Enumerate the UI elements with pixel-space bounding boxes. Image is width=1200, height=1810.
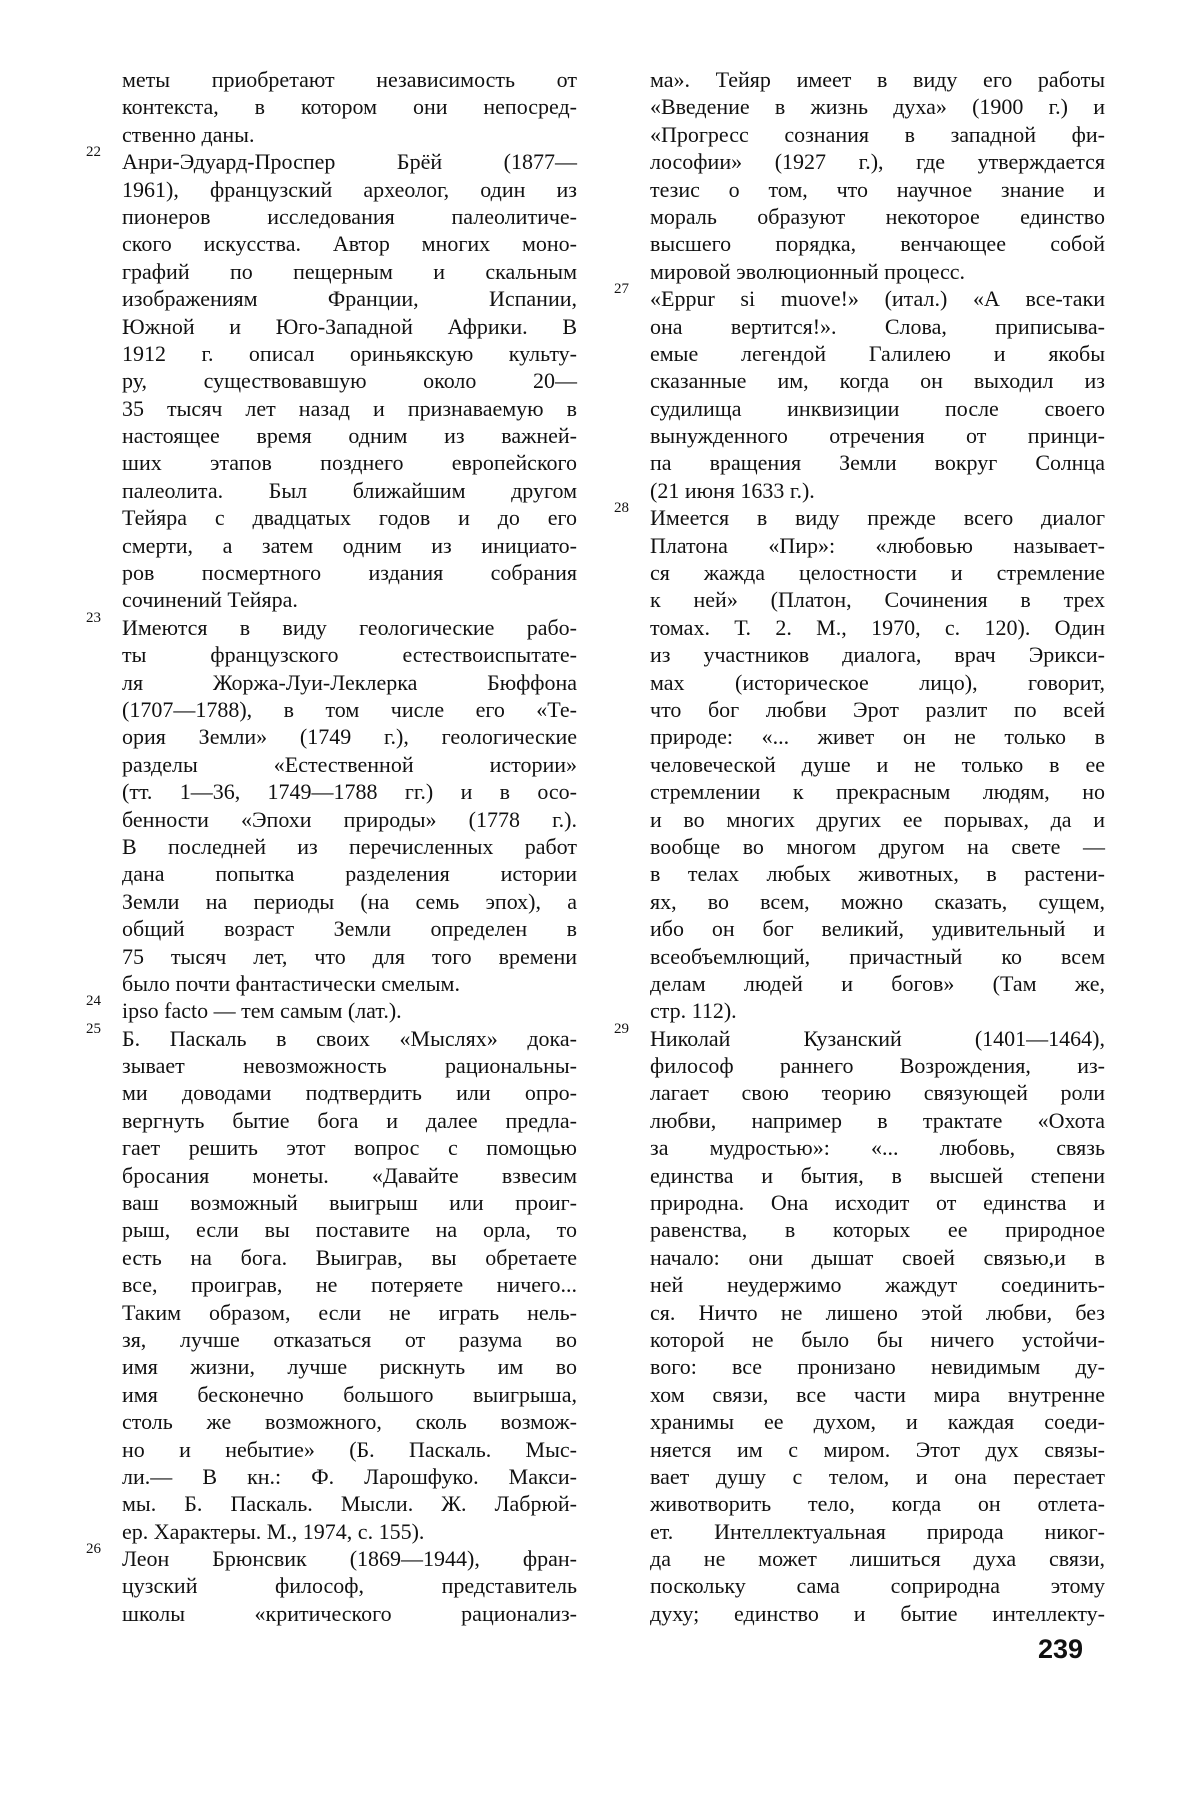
- text-line: [650, 1107, 1105, 1134]
- line-text: вынужденного отречения от принци-: [650, 423, 1105, 449]
- footnote-number: 27: [614, 281, 629, 298]
- text-line: [122, 121, 577, 148]
- line-text: общий возраст Земли определен в: [122, 916, 577, 942]
- text-line: [650, 669, 1105, 696]
- line-text: природна. Она исходит от единства и: [650, 1190, 1105, 1216]
- line-text: лагает свою теорию связующей роли: [650, 1080, 1105, 1106]
- line-text: зывает невозможность рациональны-: [122, 1053, 577, 1079]
- text-line: [122, 1463, 577, 1490]
- text-line: [122, 696, 577, 723]
- text-line: [122, 230, 577, 257]
- line-text: мах (историческое лицо), говорит,: [650, 669, 1105, 695]
- line-text: пионеров исследования палеолитиче-: [122, 203, 577, 229]
- text-line: [122, 313, 577, 340]
- line-text: ру, существовавшую около 20—: [122, 368, 577, 394]
- left-column: [86, 66, 577, 1627]
- line-text: из участников диалога, врач Эрикси-: [650, 642, 1105, 668]
- line-text: Имеется в виду прежде всего диалог: [650, 505, 1105, 531]
- line-text: природе: «... живет он не только в: [650, 724, 1105, 750]
- line-text: человеческой душе и не только в ее: [650, 751, 1105, 777]
- line-text: стр. 112).: [650, 998, 737, 1024]
- line-text: Б. Паскаль в своих «Мыслях» дока-: [122, 1025, 577, 1051]
- text-line: [122, 833, 577, 860]
- text-line: [650, 532, 1105, 559]
- text-line: [122, 1436, 577, 1463]
- line-text: за мудростью»: «... любовь, связь: [650, 1135, 1105, 1161]
- footnote-number: 24: [86, 993, 101, 1010]
- text-line: [122, 970, 577, 997]
- line-text: ся жажда целостности и стремление: [650, 560, 1105, 586]
- line-text: ты французского естествоиспытате-: [122, 642, 577, 668]
- text-line: [650, 1216, 1105, 1243]
- line-text: емые легендой Галилею и якобы: [650, 340, 1105, 366]
- line-text: ер. Характеры. М., 1974, с. 155).: [122, 1518, 425, 1544]
- line-text: меты приобретают независимость от: [122, 67, 577, 92]
- text-line: [650, 833, 1105, 860]
- text-line: [650, 230, 1105, 257]
- line-text: ского искусства. Автор многих моно-: [122, 231, 577, 257]
- line-text: судилища инквизиции после своего: [650, 395, 1105, 421]
- line-text: мировой эволюционный процесс.: [650, 258, 966, 284]
- text-line: [122, 1271, 577, 1298]
- line-text: ваш возможный выигрыш или проиг-: [122, 1190, 577, 1216]
- line-text: смерти, а затем одним из инициато-: [122, 532, 577, 558]
- text-line: [650, 449, 1105, 476]
- line-text: стремлении к прекрасным людям, но: [650, 779, 1105, 805]
- line-text: контекста, в котором они непосред-: [122, 94, 577, 120]
- text-line: [122, 504, 577, 531]
- text-line: [650, 1463, 1105, 1490]
- text-line: [122, 477, 577, 504]
- line-text: рыш, если вы поставите на орла, то: [122, 1217, 577, 1243]
- text-line: [650, 586, 1105, 613]
- text-line: [650, 806, 1105, 833]
- text-line: [650, 860, 1105, 887]
- line-text: «Введение в жизнь духа» (1900 г.) и: [650, 94, 1105, 120]
- text-line: [122, 1381, 577, 1408]
- text-line: [650, 1189, 1105, 1216]
- text-line: [122, 586, 577, 613]
- text-line: [122, 778, 577, 805]
- text-line: [650, 888, 1105, 915]
- text-line: [650, 1326, 1105, 1353]
- text-line: [650, 1600, 1105, 1627]
- text-line: [122, 340, 577, 367]
- text-line: [650, 422, 1105, 449]
- text-line: [650, 1381, 1105, 1408]
- line-text: делам людей и богов» (Там же,: [650, 970, 1105, 996]
- text-line: [650, 1408, 1105, 1435]
- text-line: [650, 614, 1105, 641]
- line-text: (1707—1788), в том числе его «Те-: [122, 696, 577, 722]
- line-text: ственно даны.: [122, 121, 255, 147]
- text-line: [122, 806, 577, 833]
- text-line: [650, 723, 1105, 750]
- text-line: [650, 1518, 1105, 1545]
- line-text: ет. Интеллектуальная природа никог-: [650, 1518, 1105, 1544]
- text-line: [650, 148, 1105, 175]
- line-text: Южной и Юго-Западной Африки. В: [122, 313, 577, 339]
- text-line: [650, 915, 1105, 942]
- line-text: сочинений Тейяра.: [122, 587, 298, 613]
- line-text: 1912 г. описал ориньякскую культу-: [122, 340, 577, 366]
- line-text: лософии» (1927 г.), где утверждается: [650, 149, 1105, 175]
- line-text: вого: все пронизано невидимым ду-: [650, 1354, 1105, 1380]
- page-number: 239: [1038, 1634, 1084, 1664]
- line-text: ория Земли» (1749 г.), геологические: [122, 724, 577, 750]
- line-text: Платона «Пир»: «любовью называет-: [650, 532, 1105, 558]
- text-line: [122, 943, 577, 970]
- line-text: да не может лишиться духа связи,: [650, 1546, 1105, 1572]
- text-line: [122, 66, 577, 93]
- text-line: [122, 1134, 577, 1161]
- line-text: есть на бога. Выиграв, вы обретаете: [122, 1244, 577, 1270]
- text-line: [122, 888, 577, 915]
- line-text: сказанные им, когда он выходил из: [650, 368, 1105, 394]
- text-line: [122, 1408, 577, 1435]
- line-text: (21 июня 1633 г.).: [650, 477, 815, 503]
- right-column: [614, 66, 1105, 1627]
- line-text: Анри-Эдуард-Проспер Брёй (1877—: [122, 149, 577, 175]
- text-line: [122, 285, 577, 312]
- text-line: [122, 669, 577, 696]
- line-text: она вертится!». Слова, приписыва-: [650, 313, 1105, 339]
- line-text: палеолита. Был ближайшим другом: [122, 477, 577, 503]
- line-text: (тт. 1—36, 1749—1788 гг.) и в осо-: [122, 779, 577, 805]
- line-text: имя бесконечно большого выигрыша,: [122, 1381, 577, 1407]
- text-line: [650, 559, 1105, 586]
- line-text: 1961), французский археолог, один из: [122, 176, 577, 202]
- text-line: [122, 1052, 577, 1079]
- text-line: [650, 66, 1105, 93]
- text-line: [122, 751, 577, 778]
- line-text: Николай Кузанский (1401—1464),: [650, 1025, 1105, 1051]
- line-text: хом связи, все части мира внутренне: [650, 1381, 1105, 1407]
- text-line: [650, 970, 1105, 997]
- line-text: Таким образом, если не играть нель-: [122, 1299, 577, 1325]
- text-line: [650, 1162, 1105, 1189]
- text-line: [650, 176, 1105, 203]
- text-line: [122, 422, 577, 449]
- line-text: всеобъемлющий, причастный ко всем: [650, 943, 1105, 969]
- line-text: но и небытие» (Б. Паскаль. Мыс-: [122, 1436, 577, 1462]
- line-text: графий по пещерным и скальным: [122, 258, 577, 284]
- line-text: которой не было бы ничего устойчи-: [650, 1326, 1105, 1352]
- text-line: [122, 1189, 577, 1216]
- line-text: Имеются в виду геологические рабо-: [122, 614, 577, 640]
- line-text: философ раннего Возрождения, из-: [650, 1053, 1105, 1079]
- text-line: [86, 144, 577, 175]
- line-text: «Eppur si muove!» (итал.) «А все-таки: [650, 286, 1105, 312]
- text-line: [650, 1134, 1105, 1161]
- text-line: [650, 203, 1105, 230]
- text-line: [122, 1326, 577, 1353]
- text-line: [650, 641, 1105, 668]
- footnote-number: 28: [614, 500, 629, 517]
- line-text: изображениям Франции, Испании,: [122, 286, 577, 312]
- line-text: что бог любви Эрот разлит по всей: [650, 696, 1105, 722]
- line-text: школы «критического рационализ-: [122, 1600, 577, 1626]
- text-line: [650, 1490, 1105, 1517]
- line-text: равенства, в которых ее природное: [650, 1217, 1105, 1243]
- text-line: [86, 993, 577, 1024]
- text-line: [122, 860, 577, 887]
- line-text: Леон Брюнсвик (1869—1944), фран-: [122, 1546, 577, 1572]
- text-line: [122, 641, 577, 668]
- text-line: [86, 609, 577, 641]
- line-text: няется им с миром. Этот дух связы-: [650, 1436, 1105, 1462]
- line-text: все, проиграв, не потеряете ничего...: [122, 1272, 577, 1298]
- footnote-number: 29: [614, 1020, 629, 1037]
- line-text: ней неудержимо жаждут соединить-: [650, 1272, 1105, 1298]
- text-line: [122, 1107, 577, 1134]
- line-text: 75 тысяч лет, что для того времени: [122, 943, 577, 969]
- text-line: [650, 1299, 1105, 1326]
- line-text: высшего порядка, венчающее собой: [650, 231, 1105, 257]
- text-line: [614, 281, 1105, 312]
- line-text: ля Жоржа-Луи-Леклерка Бюффона: [122, 669, 577, 695]
- line-text: ся. Ничто не лишено этой любви, без: [650, 1299, 1105, 1325]
- line-text: ях, во всем, можно сказать, сущем,: [650, 888, 1105, 914]
- text-line: [650, 943, 1105, 970]
- line-text: ми доводами подтвердить или опро-: [122, 1080, 577, 1106]
- text-line: [122, 1162, 577, 1189]
- text-line: [650, 340, 1105, 367]
- line-text: настоящее время одним из важней-: [122, 423, 577, 449]
- text-line: [650, 1572, 1105, 1599]
- text-line: [122, 559, 577, 586]
- line-text: к ней» (Платон, Сочинения в трех: [650, 587, 1105, 613]
- line-text: ибо он бог великий, удивительный и: [650, 916, 1105, 942]
- text-line: [122, 176, 577, 203]
- line-text: было почти фантастически смелым.: [122, 970, 460, 996]
- text-line: [650, 1244, 1105, 1271]
- line-text: животворить тело, когда он отлета-: [650, 1491, 1105, 1517]
- line-text: поскольку сама соприродна этому: [650, 1573, 1105, 1599]
- line-text: ipso facto — тем самым (лат.).: [122, 998, 402, 1024]
- text-line: [86, 1020, 577, 1052]
- text-line: [122, 1216, 577, 1243]
- line-text: бросания монеты. «Давайте взвесим: [122, 1162, 577, 1188]
- text-line: [122, 1600, 577, 1627]
- line-text: ших этапов позднего европейского: [122, 450, 577, 476]
- text-line: [86, 1541, 577, 1572]
- text-line: [122, 367, 577, 394]
- line-text: зя, лучше отказаться от разума во: [122, 1326, 577, 1352]
- line-text: любви, например в трактате «Охота: [650, 1107, 1105, 1133]
- line-text: и во многих других ее порывах, да и: [650, 806, 1105, 832]
- text-line: [650, 477, 1105, 504]
- line-text: 35 тысяч лет назад и признаваемую в: [122, 395, 577, 421]
- line-text: тезис о том, что научное знание и: [650, 176, 1105, 202]
- text-line: [650, 997, 1105, 1024]
- line-text: мораль образуют некоторое единство: [650, 203, 1105, 229]
- text-line: [122, 723, 577, 750]
- text-line: [122, 449, 577, 476]
- text-line: [650, 367, 1105, 394]
- text-line: [650, 395, 1105, 422]
- line-text: духу; единство и бытие интеллекту-: [650, 1600, 1105, 1626]
- text-line: [650, 1353, 1105, 1380]
- text-line: [122, 1572, 577, 1599]
- text-line: [650, 1436, 1105, 1463]
- text-line: [614, 1020, 1105, 1052]
- text-line: [650, 1079, 1105, 1106]
- line-text: дана попытка разделения истории: [122, 861, 577, 887]
- text-line: [650, 696, 1105, 723]
- line-text: цузский философ, представитель: [122, 1573, 577, 1599]
- line-text: гает решить этот вопрос с помощью: [122, 1135, 577, 1161]
- line-text: ма». Тейяр имеет в виду его работы: [650, 67, 1105, 92]
- text-line: [122, 395, 577, 422]
- line-text: единства и бытия, в высшей степени: [650, 1162, 1105, 1188]
- text-line: [650, 1052, 1105, 1079]
- text-line: [614, 500, 1105, 531]
- line-text: вает душу с телом, и она перестает: [650, 1463, 1105, 1489]
- line-text: хранимы ее духом, и каждая соеди-: [650, 1409, 1105, 1435]
- text-line: [122, 915, 577, 942]
- footnote-number: 26: [86, 1541, 101, 1558]
- footnote-number: 23: [86, 609, 101, 626]
- text-line: [122, 1490, 577, 1517]
- line-text: томах. Т. 2. М., 1970, с. 120). Один: [650, 614, 1105, 640]
- text-line: [650, 1545, 1105, 1572]
- text-line: [122, 1244, 577, 1271]
- line-text: вообще во многом другом на свете —: [650, 833, 1105, 859]
- line-text: Земли на периоды (на семь эпох), а: [122, 888, 577, 914]
- text-line: [650, 1271, 1105, 1298]
- text-line: [122, 1353, 577, 1380]
- line-text: па вращения Земли вокруг Солнца: [650, 450, 1105, 476]
- text-line: [122, 93, 577, 120]
- line-text: ли.— В кн.: Ф. Ларошфуко. Макси-: [122, 1463, 577, 1489]
- text-line: [650, 751, 1105, 778]
- text-line: [650, 258, 1105, 285]
- line-text: в телах любых животных, в растени-: [650, 861, 1105, 887]
- line-text: разделы «Естественной истории»: [122, 751, 577, 777]
- line-text: Тейяра с двадцатых годов и до его: [122, 505, 577, 531]
- line-text: ров посмертного издания собрания: [122, 560, 577, 586]
- text-line: [122, 532, 577, 559]
- line-text: имя жизни, лучше рискнуть им во: [122, 1354, 577, 1380]
- line-text: мы. Б. Паскаль. Мысли. Ж. Лабрюй-: [122, 1491, 577, 1517]
- text-line: [122, 203, 577, 230]
- line-text: «Прогресс сознания в западной фи-: [650, 121, 1105, 147]
- footnote-number: 22: [86, 144, 101, 161]
- line-text: вергнуть бытие бога и далее предла-: [122, 1107, 577, 1133]
- footnote-number: 25: [86, 1020, 101, 1037]
- line-text: бенности «Эпохи природы» (1778 г.).: [122, 806, 577, 832]
- text-line: [122, 1079, 577, 1106]
- text-line: [650, 778, 1105, 805]
- text-line: [650, 313, 1105, 340]
- text-line: [650, 93, 1105, 120]
- line-text: столь же возможного, сколь возмож-: [122, 1409, 577, 1435]
- text-line: [122, 258, 577, 285]
- line-text: В последней из перечисленных работ: [122, 833, 577, 859]
- text-line: [122, 1299, 577, 1326]
- line-text: начало: они дышат своей связью,и в: [650, 1244, 1105, 1270]
- text-line: [122, 1518, 577, 1545]
- text-line: [650, 121, 1105, 148]
